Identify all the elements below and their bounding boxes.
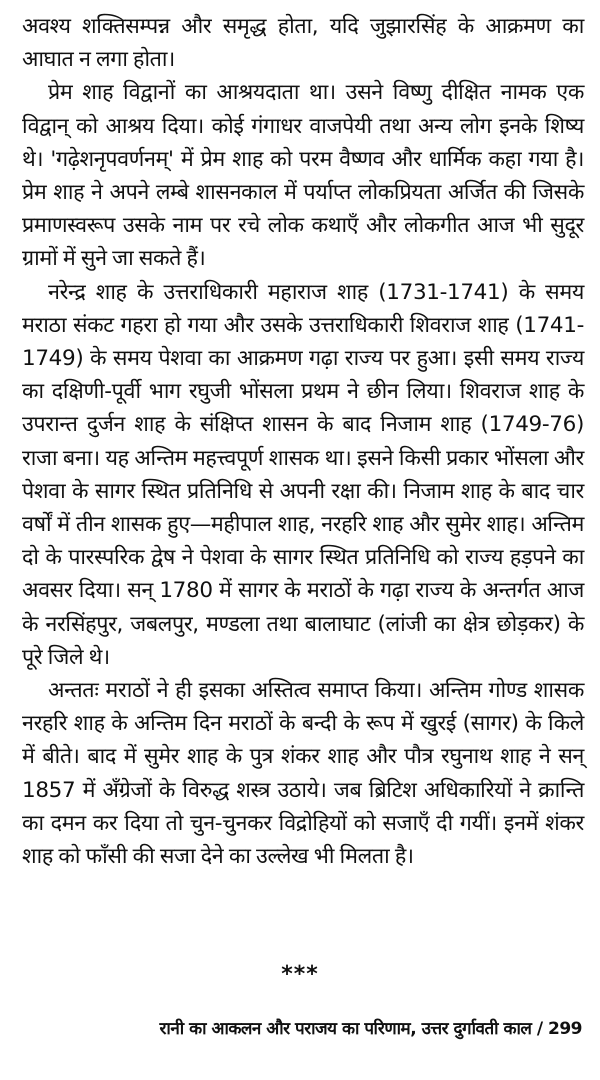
section-separator: *** — [281, 962, 319, 987]
paragraph-prem-shah: प्रेम शाह विद्वानों का आश्रयदाता था। उसने विष्णु दीक्षित नामक एक विद्वान् को आश्रय दिया। कोई गंगाधर वाजपेयी तथा अन्य लोग इनके शिष्य थे। 'गढ़ेशनृपवर्णनम्' में प्रेम शाह को परम वैष्णव और धार्मिक कहा गया है। प्रेम शाह ने अपने लम्बे शासनकाल में पर्याप्त लोकप्रियता अर्जित की जिसके प्रमाणस्वरूप उसके नाम पर रचे लोक कथाएँ और लोकगीत आज भी सुदूर ग्रामों में सुने जा सकते हैं। — [22, 80, 584, 272]
paragraph-maratha-crisis: नरेन्द्र शाह के उत्तराधिकारी महाराज शाह (1731-1741) के समय मराठा संकट गहरा हो गया और उसके उत्तराधिकारी शिवराज शाह (1741-1749) के समय पेशवा का आक्रमण गढ़ा राज्य पर हुआ। इसी समय राज्य का दक्षिणी-पूर्वी भाग रघुजी भोंसला प्रथम ने छीन लिया। शिवराज शाह के उपरान्त दुर्जन शाह के संक्षिप्त शासन के बाद निजाम शाह (1749-76) राजा बना। यह अन्तिम महत्त्वपूर्ण शासक था। इसने किसी प्रकार भोंसला और पेशवा के सागर स्थित प्रतिनिधि से अपनी रक्षा की। निजाम शाह के बाद चार वर्षों में तीन शासक हुए—महीपाल शाह, नरहरि शाह और सुमेर शाह। अन्तिम दो के पारस्परिक द्वेष ने पेशवा के सागर स्थित प्रतिनिधि को राज्य हड़पने का अवसर दिया। सन् 1780 में सागर के मराठों के गढ़ा राज्य के अन्तर्गत आज के नरसिंहपुर, जबलपुर, मण्डला तथा बालाघाट (लांजी का क्षेत्र छोड़कर) के पूरे जिले थे। — [22, 279, 584, 670]
body-text — [22, 10, 584, 873]
paragraph-continuation: अवश्य शक्तिसम्पन्न और समृद्ध होता, यदि जुझारसिंह के आक्रमण का आघात न लगा होता। — [22, 14, 584, 73]
page-footer: रानी का आकलन और पराजय का परिणाम, उत्तर दुर्गावती काल / 299 — [159, 1019, 582, 1039]
paragraph-end-of-gond-rule: अन्ततः मराठों ने ही इसका अस्तित्व समाप्त किया। अन्तिम गोण्ड शासक नरहरि शाह के अन्तिम दिन मराठों के बन्दी के रूप में खुरई (सागर) के किले में बीते। बाद में सुमेर शाह के पुत्र शंकर शाह और पौत्र रघुनाथ शाह ने सन् 1857 में अँग्रेजों के विरुद्ध शस्त्र उठाये। जब ब्रिटिश अधिकारियों ने क्रान्ति का दमन कर दिया तो चुन-चुनकर विद्रोहियों को सजाएँ दी गयीं। इनमें शंकर शाह को फाँसी की सजा देने का उल्लेख भी मिलता है। — [22, 678, 584, 870]
